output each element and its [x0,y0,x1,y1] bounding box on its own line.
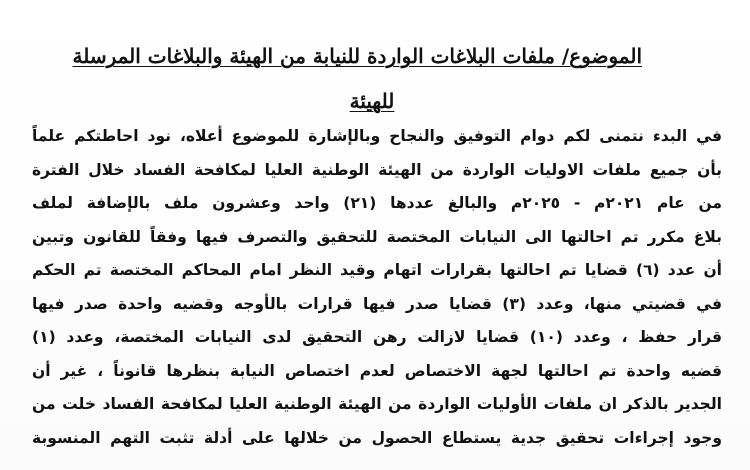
body-line-1: في البدء نتمنى لكم دوام التوفيق والنجاح وبالإشارة للموضوع أعلاه، نود احاطتكم علماً [32,127,722,145]
body-line-3: من عام ٢٠٢١م - ٢٠٢٥م والبالغ عددها (٢١) واحد وعشرون ملف بالإضافة لملف [32,194,722,212]
body-line-2: بأن جميع ملفات الاوليات الواردة من الهيئة الوطنية العليا لمكافحة الفساد خلال الفترة [32,160,722,179]
body-line-5: أن عدد (٦) قضايا تم احالتها بقرارات اتهام وقيد النظر امام المحاكم المختصة تم الحكم [32,261,722,279]
subject-line-1: الموضوع/ ملفات البلاغات الواردة للنيابة من الهيئة والبلاغات المرسلة [72,44,642,68]
body-line-10: وجود إجراءات تحقيق جدية يستطاع الحصول من خلالها على أدلة تثبت التهم المنسوبة [32,428,722,447]
body-line-7: قرار حفظ ، وعدد (١٠) قضايا لازالت رهن التحقيق لدى النيابات المختصة، وعدد (١) [32,328,722,346]
body-line-8: قضيه واحدة تم احالتها لجهة الاختصاص لعدم اختصاص النيابة بنظرها قانوناً ، غير أن [32,361,722,380]
subject-heading [72,34,642,124]
body-line-6: في قضيتي منها، وعدد (٣) قضايا صدر فيها قرارات بالأوجه وقضيه واحدة صدر فيها [32,294,722,313]
letter-body [32,120,722,455]
body-line-9: الجدير بالذكر ان ملفات الأوليات الواردة من الهيئة الوطنية العليا لمكافحة الفساد خلت من [32,395,722,413]
subject-line-2: للهيئة [349,89,395,113]
body-line-4: بلاغ مكرر تم احالتها الى النيابات المختصة للتحقيق والتصرف فيها وفقاً للقانون وتبين [32,227,722,246]
